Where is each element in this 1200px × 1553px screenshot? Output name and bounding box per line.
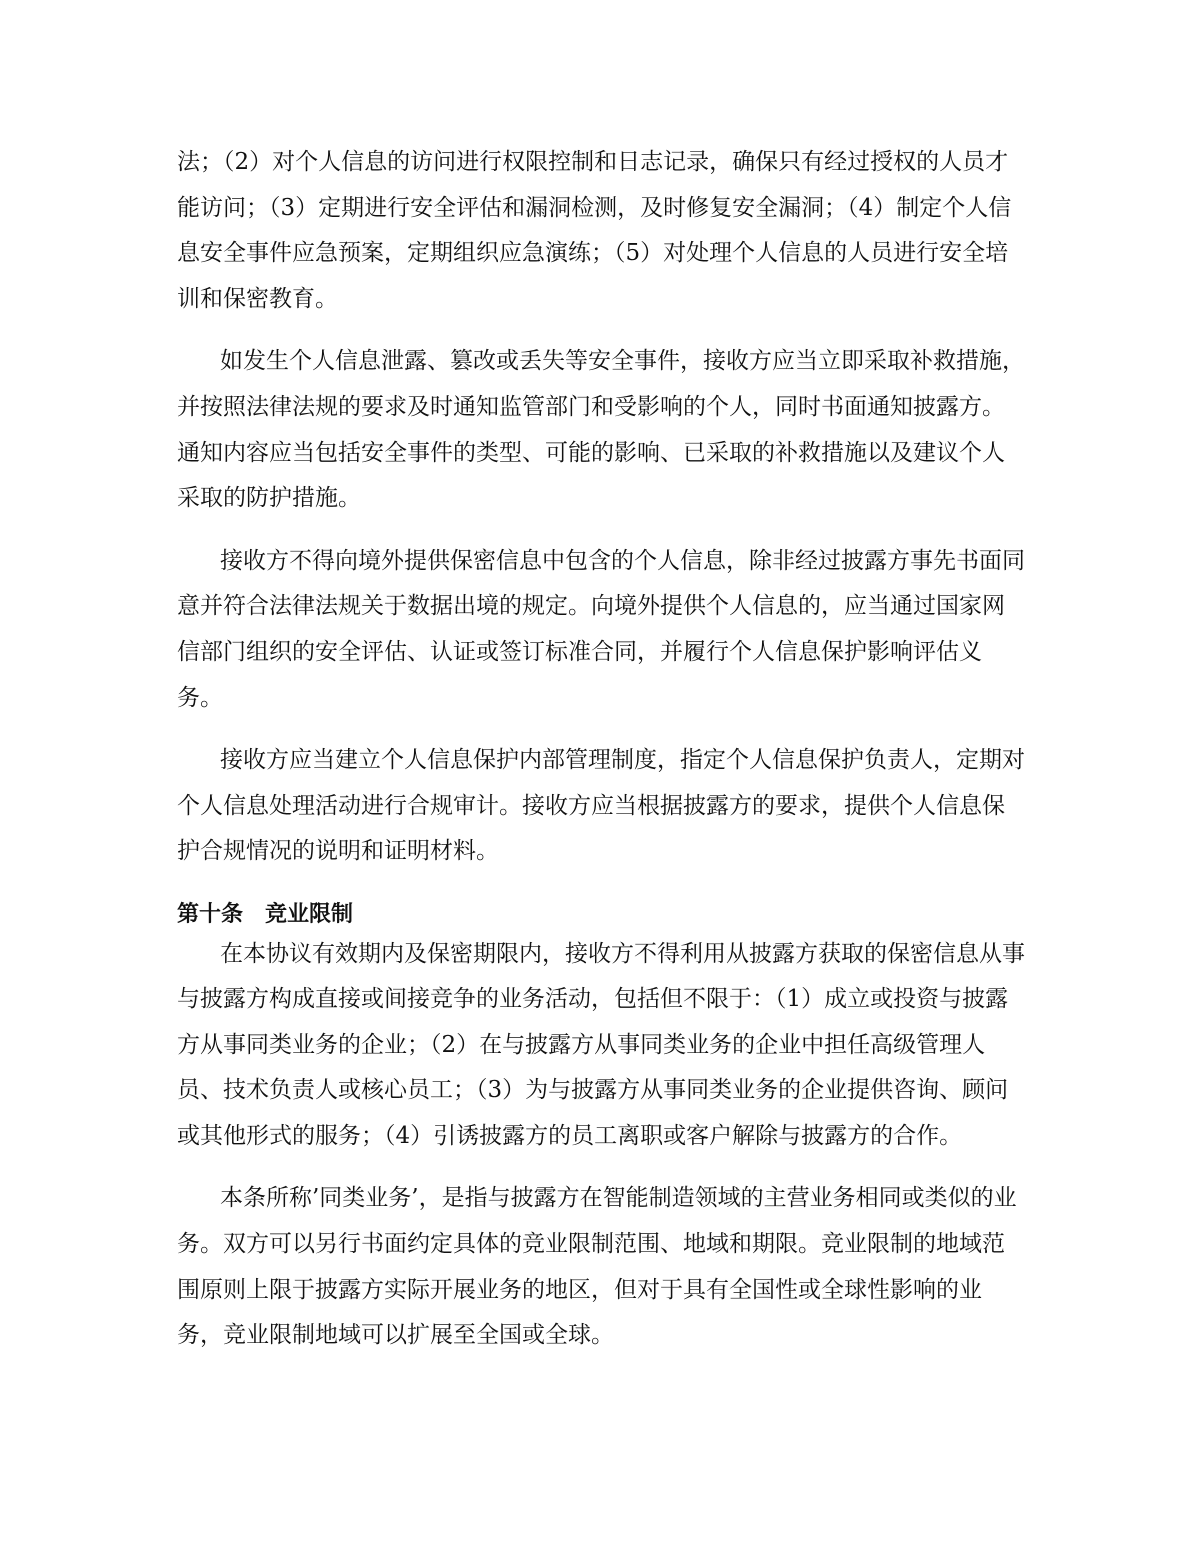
paragraph-internal-management: 接收方应当建立个人信息保护内部管理制度，指定个人信息保护负责人，定期对个人信息处理活动进行合规审计。接收方应当根据披露方的要求，提供个人信息保护合规情况的说明和证明材料。 xyxy=(177,747,1025,865)
paragraph-security-incident: 如发生个人信息泄露、篡改或丢失等安全事件，接收方应当立即采取补救措施，并按照法律法规的要求及时通知监管部门和受影响的个人，同时书面通知披露方。通知内容应当包括安全事件的类型、可能的影响、已采取的补救措施以及建议个人采取的防护措施。 xyxy=(177,348,1025,512)
document-page xyxy=(177,140,1027,1376)
paragraph-non-compete: 在本协议有效期内及保密期限内，接收方不得利用从披露方获取的保密信息从事与披露方构成直接或间接竞争的业务活动，包括但不限于：（1）成立或投资与披露方从事同类业务的企业；（2）在与披露方从事同类业务的企业中担任高级管理人员、技术负责人或核心员工；（3）为与披露方从事同类业务的企业提供咨询、顾问或其他形式的服务；（4）引诱披露方的员工离职或客户解除与披露方的合作。 xyxy=(177,940,1025,1149)
section-heading: 第十条 竞业限制 xyxy=(177,901,354,927)
paragraph-continued: 法；（2）对个人信息的访问进行权限控制和日志记录，确保只有经过授权的人员才能访问；（3）定期进行安全评估和漏洞检测，及时修复安全漏洞；（4）制定个人信息安全事件应急预案，定期组织应急演练；（5）对处理个人信息的人员进行安全培训和保密教育。 xyxy=(177,149,1012,312)
paragraph-cross-border: 接收方不得向境外提供保密信息中包含的个人信息，除非经过披露方事先书面同意并符合法律法规关于数据出境的规定。向境外提供个人信息的，应当通过国家网信部门组织的安全评估、认证或签订标准合同，并履行个人信息保护影响评估义务。 xyxy=(177,547,1025,711)
paragraph-same-business-definition: 本条所称’同类业务’，是指与披露方在智能制造领域的主营业务相同或类似的业务。双方可以另行书面约定具体的竞业限制范围、地域和期限。竞业限制的地域范围原则上限于披露方实际开展业务的地区，但对于具有全国性或全球性影响的业务，竞业限制地域可以扩展至全国或全球。 xyxy=(177,1185,1017,1349)
